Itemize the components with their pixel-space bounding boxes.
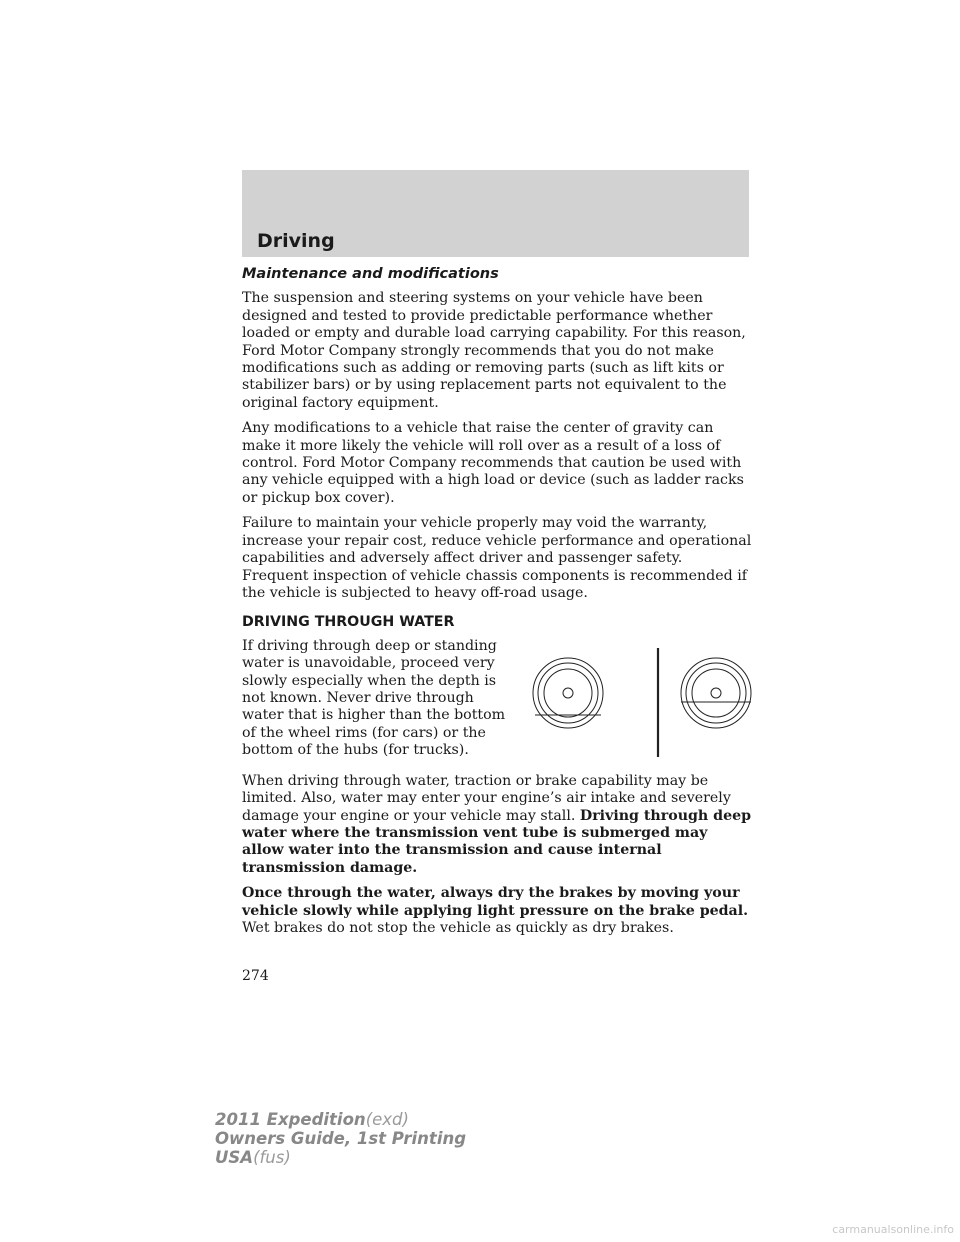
footer-model: 2011 Expedition: [215, 1110, 366, 1129]
footer-market: USA: [215, 1148, 254, 1167]
page-number: 274: [242, 968, 269, 984]
car-wheel-icon: [533, 658, 603, 728]
maintenance-paragraph-1: The suspension and steering systems on your vehicle have been designed and tested to provide predictable performance whether loaded or empty and durable load carrying capability. For this reason, Ford Motor Company strongly recommends that you do not make modifications such as adding or removing parts (such as lift kits or stabilizer bars) or by using replacement parts not equivalent to the original factory equipment.: [242, 290, 746, 411]
section-header-band: [242, 170, 749, 257]
water-paragraph-1: [242, 773, 752, 877]
water-intro-paragraph: If driving through deep or standing water is unavoidable, proceed very slowly especially when the depth is not known. Never drive through water that is higher than the bottom of the wheel rims (for cars) or the bottom of the hubs (for trucks).: [242, 637, 506, 759]
water-intro-block: [242, 638, 752, 765]
section-title: Driving: [257, 230, 335, 252]
footer-market-code: (fus): [253, 1148, 291, 1167]
footer-guide: Owners Guide, 1st Printing: [215, 1129, 467, 1148]
water-paragraph-2-text: Wet brakes do not stop the vehicle as quickly as dry brakes.: [242, 919, 674, 936]
footer-model-line: [215, 1110, 466, 1129]
maintenance-paragraph-2: Any modifications to a vehicle that raise the center of gravity can make it more likely the vehicle will roll over as a result of a loss of control. Ford Motor Company recommends that caution be used with any vehicle equipped with a high load or device (such as ladder racks or pickup box cover).: [242, 420, 744, 506]
water-heading: DRIVING THROUGH WATER: [242, 614, 455, 631]
maintenance-heading: Maintenance and modifications: [242, 266, 499, 282]
footer-model-code: (exd): [365, 1110, 409, 1129]
maintenance-paragraph-3: Failure to maintain your vehicle properly may void the warranty, increase your repair cost, reduce vehicle performance and operational capabilities and adversely affect driver and passenger safety. Frequent inspection of vehicle chassis components is recommended if the vehicle is subjected to heavy off-road usage.: [242, 515, 752, 601]
page-content: [242, 266, 752, 945]
water-paragraph-1-text: When driving through water, traction or brake capability may be limited. Also, water may enter your engine’s air intake and severely damage your engine or your vehicle may stall.: [242, 772, 731, 824]
water-paragraph-2: [242, 885, 752, 937]
document-footer: [215, 1110, 466, 1167]
wheel-water-depth-illustration: [530, 646, 752, 763]
transmission-warning: Driving through deep water where the transmission vent tube is submerged may allow water into the transmission and cause internal transmission damage.: [242, 807, 752, 876]
brake-drying-warning: Once through the water, always dry the brakes by moving your vehicle slowly while applying light pressure on the brake pedal.: [242, 885, 749, 919]
footer-market-line: [215, 1148, 466, 1167]
truck-wheel-icon: [681, 658, 751, 728]
site-watermark: carmanualsonline.info: [832, 1223, 954, 1236]
